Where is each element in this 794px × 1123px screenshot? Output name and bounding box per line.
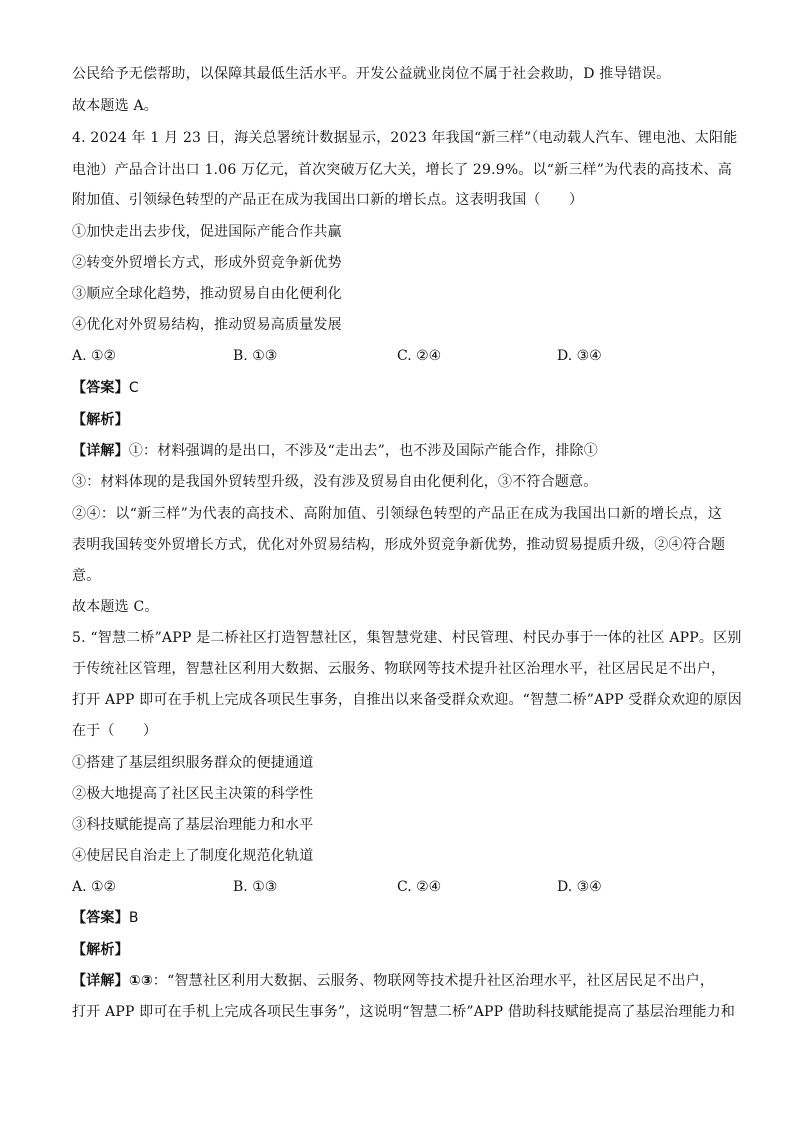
q5-stem-line-2: 于传统社区管理，智慧社区利用大数据、云服务、物联网等技术提升社区治理水平，社区居民足不出户， xyxy=(72,661,726,677)
q4-option-d: D. ③④ xyxy=(557,348,602,364)
detail-tag: 【详解】 xyxy=(72,973,129,989)
analysis-tag: 【解析】 xyxy=(72,412,129,428)
q4-detail-line-1 xyxy=(72,441,598,461)
q5-item-2: ②极大地提高了社区民主决策的科学性 xyxy=(72,786,314,802)
q5-option-d: D. ③④ xyxy=(557,879,602,895)
answer-tag: 【答案】 xyxy=(72,910,129,926)
q5-stem-line-3: 打开 APP 即可在手机上完成各项民生事务，自推出以来备受群众欢迎。“智慧二桥”APP 受群众欢迎的原因 xyxy=(72,692,742,708)
q5-item-4: ④使居民自治走上了制度化规范化轨道 xyxy=(72,848,314,864)
q5-item-3: ③科技赋能提高了基层治理能力和水平 xyxy=(72,817,314,833)
q4-item-1: ①加快走出去步伐，促进国际产能合作共赢 xyxy=(72,224,342,240)
q5-stem-line-1: 5. “智慧二桥”APP 是二桥社区打造智慧社区，集智慧党建、村民管理、村民办事于一体的社区 APP。区别 xyxy=(72,630,742,646)
q4-analysis-tag xyxy=(72,410,129,430)
q5-stem-line-4: 在于（ ） xyxy=(72,723,158,739)
q4-option-c: C. ②④ xyxy=(397,348,442,364)
prev-conclusion: 故本题选 A。 xyxy=(72,98,158,114)
q4-stem-line-1: 4. 2024 年 1 月 23 日，海关总署统计数据显示，2023 年我国“新三样”（电动载人汽车、锂电池、太阳能 xyxy=(72,130,738,146)
q4-conclusion: 故本题选 C。 xyxy=(72,599,159,615)
q5-answer xyxy=(72,908,139,928)
answer-value: B xyxy=(128,910,139,926)
answer-tag: 【答案】 xyxy=(72,380,129,396)
q5-option-c: C. ②④ xyxy=(397,879,442,895)
answer-value: C xyxy=(128,380,139,396)
prev-explanation-line: 公民给予无偿帮助，以保障其最低生活水平。开发公益就业岗位不属于社会救助，D 推导错误。 xyxy=(72,66,671,82)
q4-detail-line-4: 表明我国转变外贸增长方式，优化对外贸易结构，形成外贸竞争新优势，推动贸易提质升级，②④符合题 xyxy=(72,537,726,553)
detail-text: ：“智慧社区利用大数据、云服务、物联网等技术提升社区治理水平，社区居民足不出户， xyxy=(152,973,715,989)
q4-answer xyxy=(72,378,139,398)
q5-detail-line-2: 打开 APP 即可在手机上完成各项民生事务”，这说明“智慧二桥”APP 借助科技赋能提高了基层治理能力和 xyxy=(72,1004,736,1020)
q4-item-3: ③顺应全球化趋势，推动贸易自由化便利化 xyxy=(72,286,342,302)
q4-item-2: ②转变外贸增长方式，形成外贸竞争新优势 xyxy=(72,255,342,271)
q5-detail-line-1 xyxy=(72,971,714,991)
q5-option-b: B. ①③ xyxy=(233,879,278,895)
detail-text: ①：材料强调的是出口，不涉及“走出去”，也不涉及国际产能合作，排除① xyxy=(128,443,598,459)
q4-stem-line-3: 附加值、引领绿色转型的产品正在成为我国出口新的增长点。这表明我国（ ） xyxy=(72,192,584,208)
q4-detail-line-3: ②④：以“新三样”为代表的高技术、高附加值、引领绿色转型的产品正在成为我国出口新的增长点，这 xyxy=(72,506,722,522)
q4-detail-line-5: 意。 xyxy=(72,568,101,584)
detail-bold-marker: ①③ xyxy=(128,973,153,989)
q5-option-a: A. ①② xyxy=(72,879,117,895)
analysis-tag: 【解析】 xyxy=(72,942,129,958)
q5-analysis-tag xyxy=(72,940,129,960)
q4-detail-line-2: ③：材料体现的是我国外贸转型升级，没有涉及贸易自由化便利化，③不符合题意。 xyxy=(72,474,598,490)
q4-option-a: A. ①② xyxy=(72,348,117,364)
q4-stem-line-2: 电池）产品合计出口 1.06 万亿元，首次突破万亿大关，增长了 29.9%。以“新三样”为代表的高技术、高 xyxy=(72,162,732,178)
q4-option-b: B. ①③ xyxy=(233,348,278,364)
q5-item-1: ①搭建了基层组织服务群众的便捷通道 xyxy=(72,755,314,771)
detail-tag: 【详解】 xyxy=(72,443,129,459)
q4-item-4: ④优化对外贸易结构，推动贸易高质量发展 xyxy=(72,317,342,333)
